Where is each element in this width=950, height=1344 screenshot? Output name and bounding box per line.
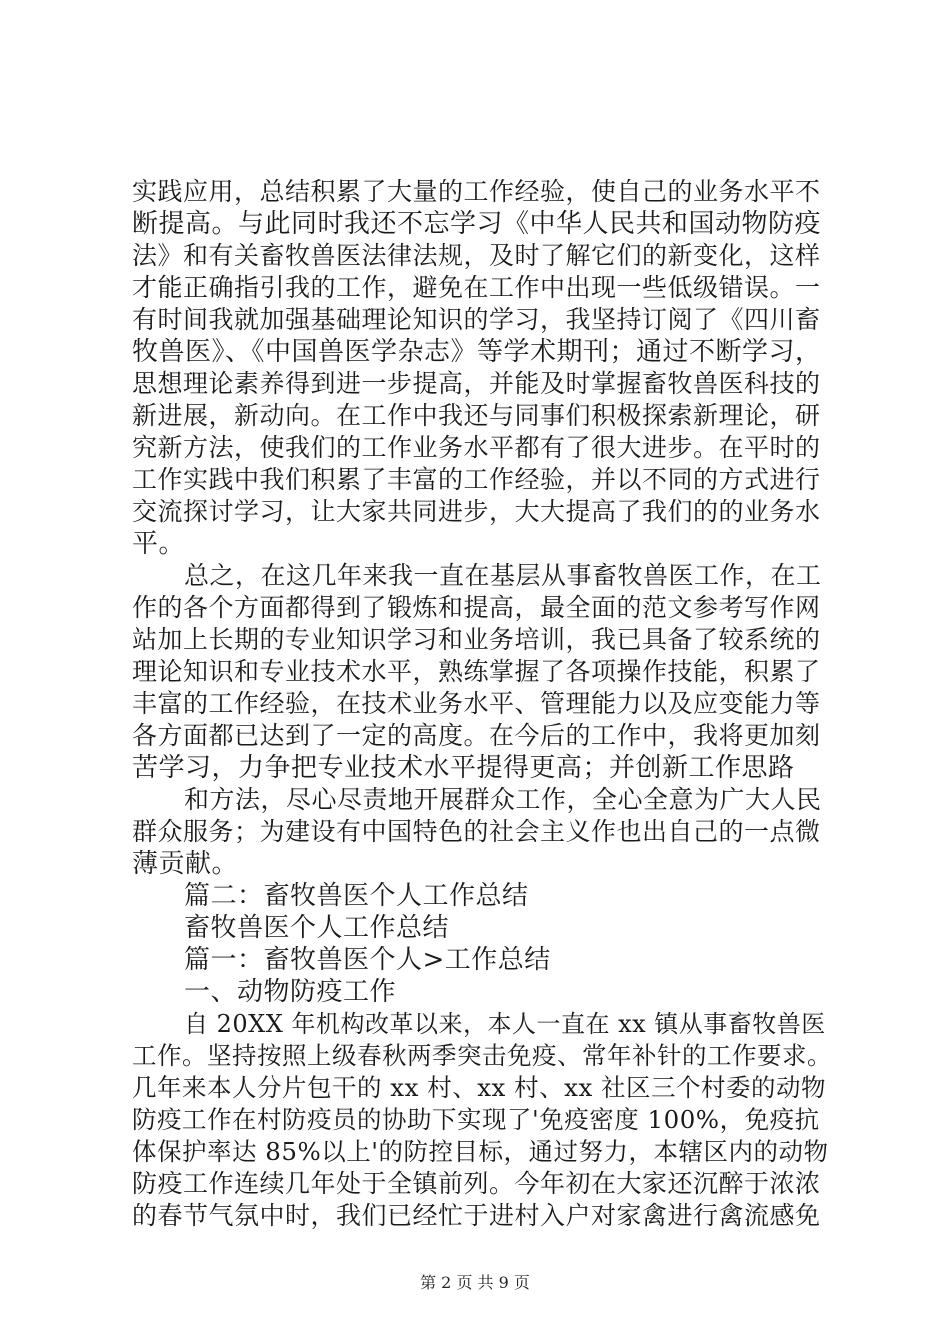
text-line: 体保护率达 85%以上'的防控目标，通过努力，本辖区内的动物 bbox=[132, 1137, 829, 1166]
text-line: 作的各个方面都得到了锻炼和提高，最全面的范文参考写作网 bbox=[132, 593, 821, 622]
text-line: 各方面都已达到了一定的高度。在今后的工作中，我将更加刻 bbox=[132, 721, 821, 750]
text-line: 防疫工作在村防疫员的协助下实现了'免疫密度 100%，免疫抗 bbox=[132, 1105, 820, 1134]
text-line: 几年来本人分片包干的 xx 村、xx 村、xx 社区三个村委的动物 bbox=[132, 1073, 827, 1102]
text-line: 断提高。与此同时我还不忘学习《中华人民共和国动物防疫 bbox=[132, 209, 822, 239]
text-line: 一、动物防疫工作 bbox=[184, 977, 397, 1007]
text-line: 的春节气氛中时，我们已经忙于进村入户对家禽进行禽流感免 bbox=[132, 1201, 821, 1230]
text-line: 实践应用，总结积累了大量的工作经验，使自己的业务水平不 bbox=[132, 177, 821, 206]
text-line: 篇一：畜牧兽医个人>工作总结 bbox=[184, 945, 551, 975]
text-line: 牧兽医》、《中国兽医学杂志》等学术期刊；通过不断学习， bbox=[132, 337, 822, 367]
text-line: 和方法，尽心尽责地开展群众工作，全心全意为广大人民 bbox=[184, 785, 822, 814]
text-line: 丰富的工作经验，在技术业务水平、管理能力以及应变能力等 bbox=[132, 689, 821, 718]
text-line: 苦学习，力争把专业技术水平提得更高；并创新工作思路 bbox=[132, 753, 795, 783]
text-line: 薄贡献。 bbox=[132, 849, 239, 879]
text-line: 篇二：畜牧兽医个人工作总结 bbox=[184, 881, 529, 911]
text-line: 工作实践中我们积累了丰富的工作经验，并以不同的方式进行 bbox=[132, 465, 821, 494]
text-line: 理论知识和专业技术水平，熟练掌握了各项操作技能，积累了 bbox=[132, 657, 821, 686]
text-line: 防疫工作连续几年处于全镇前列。今年初在大家还沉醉于浓浓 bbox=[132, 1169, 821, 1198]
text-line: 究新方法，使我们的工作业务水平都有了很大进步。在平时的 bbox=[132, 433, 821, 462]
text-line: 法》和有关畜牧兽医法律法规，及时了解它们的新变化，这样 bbox=[132, 241, 821, 270]
text-line: 平。 bbox=[132, 529, 186, 559]
text-line: 才能正确指引我的工作，避免在工作中出现一些低级错误。一 bbox=[132, 273, 821, 302]
document-body bbox=[132, 176, 832, 1232]
text-line: 思想理论素养得到进一步提高，并能及时掌握畜牧兽医科技的 bbox=[132, 369, 821, 398]
text-line: 群众服务；为建设有中国特色的社会主义作也出自己的一点微 bbox=[132, 817, 821, 846]
text-line: 工作。坚持按照上级春秋两季突击免疫、常年补针的工作要求。 bbox=[132, 1041, 832, 1070]
text-line: 自 20XX 年机构改革以来，本人一直在 xx 镇从事畜牧兽医 bbox=[184, 1010, 826, 1038]
text-line: 有时间我就加强基础理论知识的学习，我坚持订阅了《四川畜 bbox=[132, 305, 821, 334]
page-footer: 第 2 页 共 9 页 bbox=[420, 1273, 530, 1292]
text-line: 总之，在这几年来我一直在基层从事畜牧兽医工作，在工 bbox=[184, 561, 822, 590]
text-line: 交流探讨学习，让大家共同进步，大大提高了我们的的业务水 bbox=[132, 497, 821, 526]
text-line: 新进展，新动向。在工作中我还与同事们积极探索新理论，研 bbox=[132, 401, 821, 430]
text-line: 站加上长期的专业知识学习和业务培训，我已具备了较系统的 bbox=[132, 625, 821, 654]
text-line: 畜牧兽医个人工作总结 bbox=[184, 913, 450, 943]
